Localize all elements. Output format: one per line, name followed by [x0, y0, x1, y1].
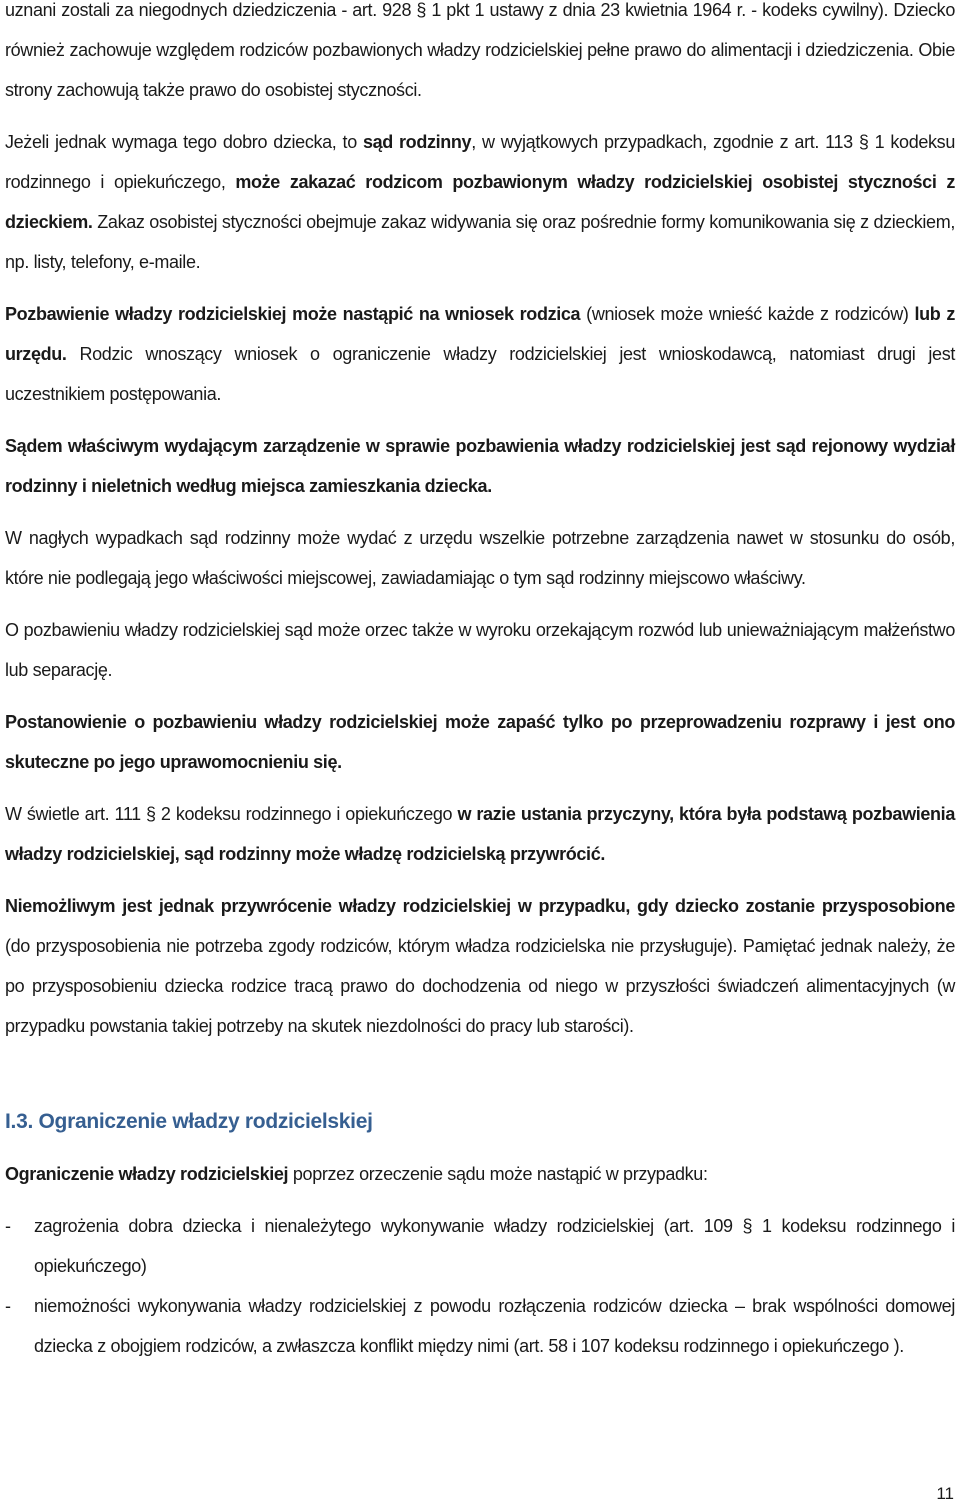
text-segment-bold: Postanowienie o pozbawieniu władzy rodzicielskiej może zapaść tylko po przeprowadzeniu rozprawy i jest ono skuteczne po jego uprawomocnieniu się. — [5, 712, 955, 772]
paragraph-adoption — [5, 886, 955, 1046]
restriction-cases-list — [5, 1206, 955, 1366]
text-segment-bold: lub z urzędu. — [5, 304, 955, 364]
text-segment-bold: Niemożliwym jest jednak przywrócenie władzy rodzicielskiej w przypadku, gdy dziecko zostanie przysposobione — [5, 896, 955, 916]
paragraph-divorce-judgment — [5, 610, 955, 690]
text-segment-bold: sąd rodzinny — [362, 132, 472, 152]
document-page — [5, 0, 955, 1366]
paragraph-urgent-cases — [5, 518, 955, 598]
paragraph-restoration — [5, 794, 955, 874]
paragraph-motion — [5, 294, 955, 414]
paragraph-competent-court — [5, 426, 955, 506]
text-segment: Rodzic wnoszący wniosek o ograniczenie władzy rodzicielskiej jest wnioskodawcą, natomiast drugi jest uczestnikiem postępowania. — [5, 344, 955, 404]
text-segment: W nagłych wypadkach sąd rodzinny może wydać z urzędu wszelkie potrzebne zarządzenia nawet w stosunku do osób, które nie podlegają jego właściwości miejscowej, zawiadamiając o tym sąd rodzinny miejscowo właściwy. — [5, 528, 955, 588]
text-segment-bold: w razie ustania przyczyny, która była podstawą pozbawienia władzy rodzicielskiej, sąd rodzinny może władzę rodzicielską przywrócić. — [5, 804, 955, 864]
text-segment: Jeżeli jednak wymaga tego dobro dziecka, to — [5, 132, 363, 152]
text-segment: (do przysposobienia nie potrzeba zgody rodziców, którym władza rodzicielska nie przysługuje). Pamiętać jednak należy, że po przysposobieniu dziecka rodzice tracą prawo do dochodzenia od niego w przyszłości świadczeń alimentacyjnych (w przypadku powstania takiej potrzeby na skutek niezdolności do pracy lub starości). — [5, 936, 955, 1036]
list-item — [5, 1286, 955, 1366]
list-item-text: niemożności wykonywania władzy rodzicielskiej z powodu rozłączenia rodziców dziecka – brak wspólności domowej dziecka z obojgiem rodziców, a zwłaszcza konflikt między nimi (art. 58 i 107 kodeksu rodzinnego i opiekuńczego ). — [34, 1296, 955, 1356]
text-segment-bold: może zakazać rodzicom pozbawionym władzy rodzicielskiej osobistej styczności z dzieckiem. — [5, 172, 955, 232]
text-segment: (wniosek może wnieść każde z rodziców) — [580, 304, 915, 324]
text-segment: Zakaz osobistej styczności obejmuje zakaz widywania się oraz pośrednie formy komunikowania się z dzieckiem, np. listy, telefony, e-maile. — [5, 212, 955, 272]
text-segment: O pozbawieniu władzy rodzicielskiej sąd może orzec także w wyroku orzekającym rozwód lub unieważniającym małżeństwo lub separację. — [5, 620, 955, 680]
paragraph-hearing — [5, 702, 955, 782]
list-dash: - — [5, 1296, 11, 1316]
page-number: 11 — [936, 1484, 954, 1503]
list-item — [5, 1206, 955, 1286]
text-segment: W świetle art. 111 § 2 kodeksu rodzinnego i opiekuńczego — [5, 804, 458, 824]
text-segment-bold: Ograniczenie władzy rodzicielskiej — [5, 1164, 289, 1184]
paragraph-contact-ban — [5, 122, 955, 282]
section-heading: I.3. Ograniczenie władzy rodzicielskiej — [5, 1110, 373, 1133]
list-item-text: zagrożenia dobra dziecka i nienależytego wykonywanie władzy rodzicielskiej (art. 109 § 1 kodeksu rodzinnego i opiekuńczego) — [34, 1216, 955, 1276]
text-segment: uznani zostali za niegodnych dziedziczenia - art. 928 § 1 pkt 1 ustawy z dnia 23 kwietnia 1964 r. - kodeks cywilny). Dziecko również zachowuje względem rodziców pozbawionych władzy rodzicielskiej pełne prawo do alimentacji i dziedziczenia. Obie strony zachowują także prawo do osobistej styczności. — [5, 0, 955, 100]
text-segment-bold: Sądem właściwym wydającym zarządzenie w sprawie pozbawienia władzy rodzicielskiej jest sąd rejonowy wydział rodzinny i nieletnich według miejsca zamieszkania dziecka. — [5, 436, 955, 496]
list-dash: - — [5, 1216, 11, 1236]
text-segment: poprzez orzeczenie sądu może nastąpić w przypadku: — [288, 1164, 708, 1184]
text-segment: , w wyjątkowych przypadkach, zgodnie z art. 113 § 1 kodeksu rodzinnego i opiekuńczego, — [5, 132, 955, 192]
section-intro — [5, 1154, 955, 1194]
text-segment-bold: Pozbawienie władzy rodzicielskiej może nastąpić na wniosek rodzica — [5, 304, 581, 324]
paragraph-alimony-inheritance — [5, 0, 955, 110]
